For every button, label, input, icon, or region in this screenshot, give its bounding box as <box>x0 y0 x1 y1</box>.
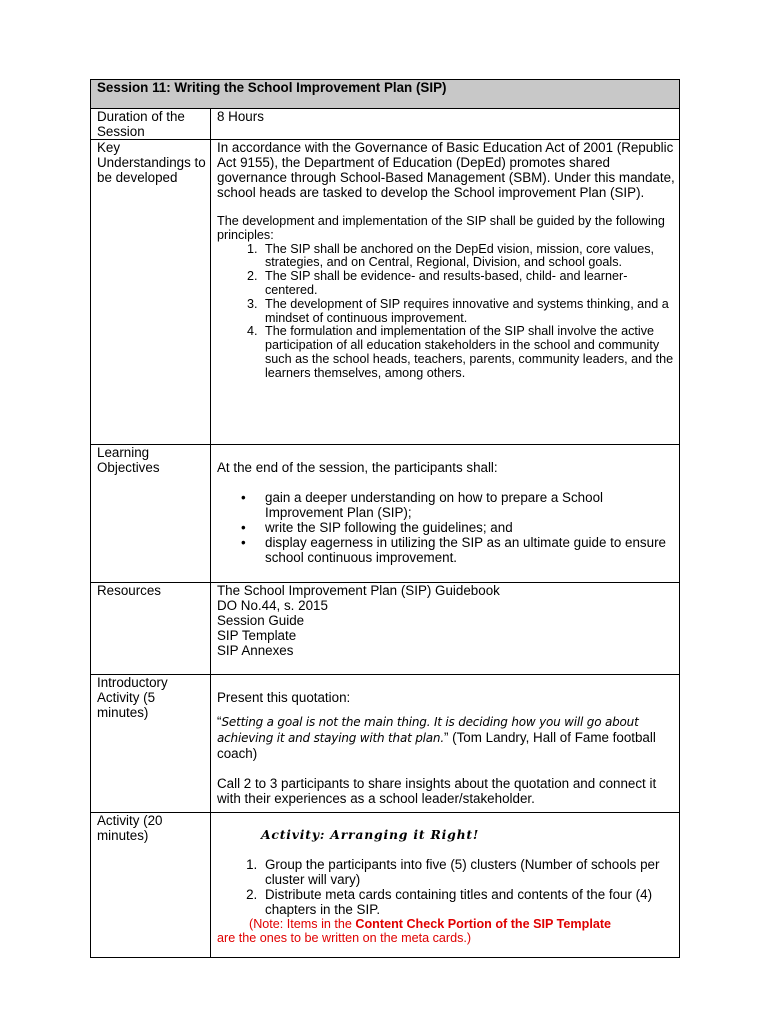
meta-cards-note-end: are the ones to be written on the meta cards.) <box>217 931 472 945</box>
quotation: “Setting a goal is not the main thing. It is deciding how you will go about achieving it and staying with that plan.” (Tom Landry, Hall of Fame football coach) <box>217 714 656 761</box>
introductory-activity-label: Introductory Activity (5 minutes) <box>91 675 211 813</box>
note-emphasis: Content Check Portion of the SIP Template <box>355 917 612 931</box>
resource-item: SIP Template <box>217 628 297 643</box>
key-understandings-row <box>91 140 680 445</box>
introductory-activity-row <box>91 675 680 813</box>
quote-text: Setting a goal is not the main thing. It is deciding how you will go about achieving it and staying with that plan. <box>217 715 639 745</box>
activity-label: Activity (20 minutes) <box>91 813 211 958</box>
activity-step: 2. Distribute meta cards containing titles and contents of the four (4) chapters in the SIP. <box>261 887 675 917</box>
bullet-icon: • <box>241 490 246 505</box>
meta-cards-note: (Note: Items in the Content Check Portion of the SIP Template <box>249 917 612 931</box>
quote-attribution: (Tom Landry, Hall of Fame football coach) <box>217 730 656 761</box>
duration-value: 8 Hours <box>211 109 680 140</box>
bullet-icon: • <box>241 520 246 535</box>
activity-title: Activity: Arranging it Right! <box>261 827 480 842</box>
resource-item: SIP Annexes <box>217 643 294 658</box>
principles-intro: The development and implementation of the SIP shall be guided by the following principles: <box>217 214 665 242</box>
title-row <box>91 80 680 109</box>
principle-item: 4. The formulation and implementation of the SIP shall involve the active participation of all education stakeholders in the school and community such as the school heads, teachers, parents, community leaders, and the learners themselves, among others. <box>261 325 675 380</box>
call-participants-text: Call 2 to 3 participants to share insights about the quotation and connect it with their experiences as a school leader/stakeholder. <box>217 776 657 806</box>
resource-item: DO No.44, s. 2015 <box>217 598 328 613</box>
resources-row <box>91 583 680 675</box>
activity-steps <box>217 857 675 917</box>
principle-item: 1. The SIP shall be anchored on the DepEd vision, mission, core values, strategies, and on Central, Regional, Division, and school goals. <box>261 243 675 271</box>
objectives-row <box>91 445 680 583</box>
principles-list <box>217 243 675 381</box>
activity-row <box>91 813 680 958</box>
bullet-icon: • <box>241 535 246 550</box>
objective-item: • display eagerness in utilizing the SIP as an ultimate guide to ensure school continuous improvement. <box>241 535 666 565</box>
duration-label: Duration of the Session <box>91 109 211 140</box>
objectives-intro: At the end of the session, the participants shall: <box>217 460 498 475</box>
session-title: Session 11: Writing the School Improvement Plan (SIP) <box>91 80 680 109</box>
objectives-list <box>217 490 675 565</box>
objective-item: • gain a deeper understanding on how to prepare a School Improvement Plan (SIP); <box>241 490 603 520</box>
activity-step: 1. Group the participants into five (5) clusters (Number of schools per cluster will vary) <box>261 857 675 887</box>
principle-item: 2. The SIP shall be evidence- and results-based, child- and learner-centered. <box>261 270 675 298</box>
principle-item: 3. The development of SIP requires innovative and systems thinking, and a mindset of continuous improvement. <box>261 298 675 326</box>
key-understandings-label: Key Understandings to be developed <box>91 140 211 445</box>
present-text: Present this quotation: <box>217 690 351 705</box>
session-table <box>90 79 680 958</box>
resource-item: Session Guide <box>217 613 305 628</box>
resources-label: Resources <box>91 583 211 675</box>
objective-item: • write the SIP following the guidelines; and <box>241 520 513 535</box>
objectives-label: Learning Objectives <box>91 445 211 583</box>
resource-item: The School Improvement Plan (SIP) Guidebook <box>217 583 500 598</box>
duration-row <box>91 109 680 140</box>
key-intro: In accordance with the Governance of Basic Education Act of 2001 (Republic Act 9155), the Department of Education (DepEd) promotes shared governance through School-Based Management (SBM). Under this mandate, school heads are tasked to develop the School improvement Plan (SIP). <box>217 140 675 200</box>
